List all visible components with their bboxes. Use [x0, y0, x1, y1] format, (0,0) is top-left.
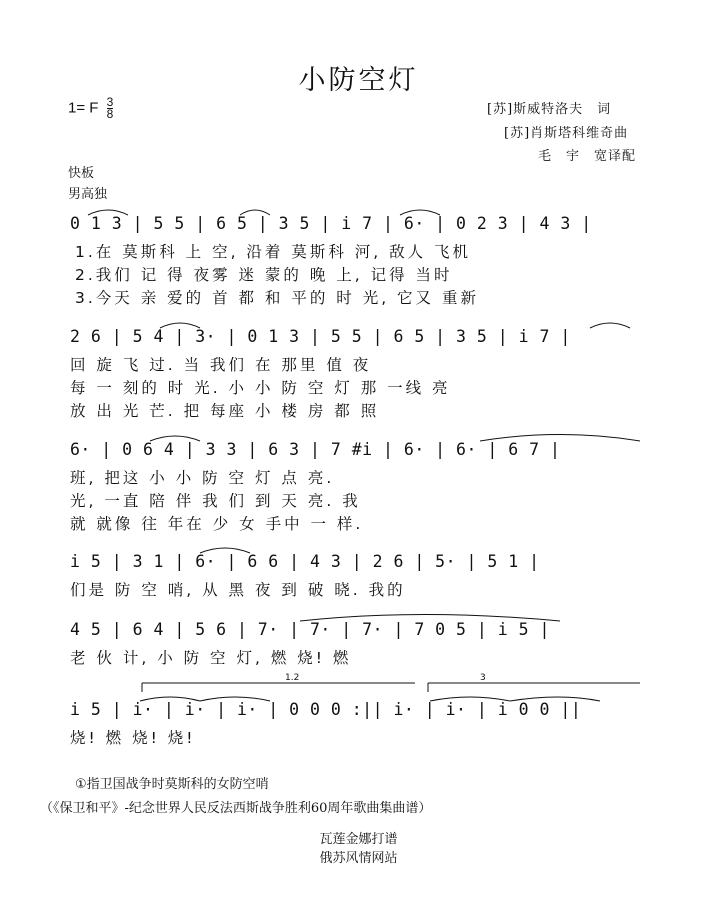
score-system-2-verse-3: 放 出 光 芒. 把 每座 小 楼 房 都 照: [70, 402, 380, 420]
score-system-6-verse-1: 烧! 燃 烧! 烧!: [70, 729, 196, 747]
typesetter-note: 瓦莲金娜打谱: [319, 832, 398, 847]
score-system-2-verse-1: 回 旋 飞 过. 当 我们 在 那里 值 夜: [70, 356, 372, 374]
volta-second-label: 3: [480, 673, 486, 683]
score-system-4-verse-1: 们是 防 空 哨, 从 黑 夜 到 破 晓. 我的: [70, 581, 406, 599]
score-system-4-notes: i 5 | 3 1 | 6· | 6 6 | 4 3 | 2 6 | 5· | 5 1 |: [70, 552, 540, 571]
score-system-5-notes: 4 5 | 6 4 | 5 6 | 7· | 7· | 7· | 7 0 5 | i 5 |: [70, 620, 550, 639]
score-system-1-notes: 0 1 3 | 5 5 | 6 5 | 3 5 | i 7 | 6· | 0 2 3 | 4 3 |: [70, 214, 592, 233]
score-system-2-notes: 2 6 | 5 4 | 3· | 0 1 3 | 5 5 | 6 5 | 3 5 | i 7 |: [70, 327, 571, 346]
score-system-3-notes: 6· | 0 6 4 | 3 3 | 6 3 | 7 #i | 6· | 6· | 6 7 |: [70, 440, 561, 459]
score-system-6-notes: i 5 | i· | i· | i· | 0 0 0 :|| i· | i· | i 0 0 ||: [70, 700, 582, 719]
score-system-5-verse-1: 老 伙 计, 小 防 空 灯, 燃 烧! 燃: [70, 649, 352, 667]
score-system-3-verse-2: 光, 一直 陪 伴 我 们 到 天 亮. 我: [70, 492, 361, 510]
lyricist-credit: [苏]斯威特洛夫 词: [487, 102, 612, 117]
score-system-1-verse-1: 1.在 莫斯科 上 空, 沿着 莫斯科 河, 敌人 飞机: [75, 243, 472, 261]
score-system-2-verse-2: 每 一 刻的 时 光. 小 小 防 空 灯 那 一线 亮: [70, 379, 451, 397]
score-system-1-verse-2: 2.我们 记 得 夜雾 迷 蒙的 晚 上, 记得 当时: [75, 266, 453, 284]
site-note: 俄苏风情网站: [319, 851, 398, 866]
score-system-1-verse-3: 3.今天 亲 爱的 首 都 和 平的 时 光, 它又 重新: [75, 289, 479, 307]
tempo-marking: 快板: [68, 166, 95, 181]
translator-credit: 毛 宇 宽译配: [538, 149, 637, 164]
key-label: 1= F: [68, 99, 99, 117]
song-title: 小防空灯: [298, 65, 419, 96]
footnote: ①指卫国战争时莫斯科的女防空哨: [75, 777, 269, 792]
score-system-3-verse-3: 就 就像 往 年在 少 女 手中 一 样.: [70, 515, 364, 533]
time-numerator: 3: [106, 95, 114, 109]
volta-first-label: 1.2: [285, 673, 300, 683]
voice-marking: 男高独: [68, 187, 108, 202]
composer-credit: [苏]肖斯塔科维奇曲: [504, 126, 629, 141]
source-note: （《保卫和平》-纪念世界人民反法西斯战争胜利60周年歌曲集曲谱）: [40, 801, 432, 816]
time-denominator: 8: [106, 107, 114, 121]
score-system-3-verse-1: 班, 把这 小 小 防 空 灯 点 亮.: [70, 469, 335, 487]
